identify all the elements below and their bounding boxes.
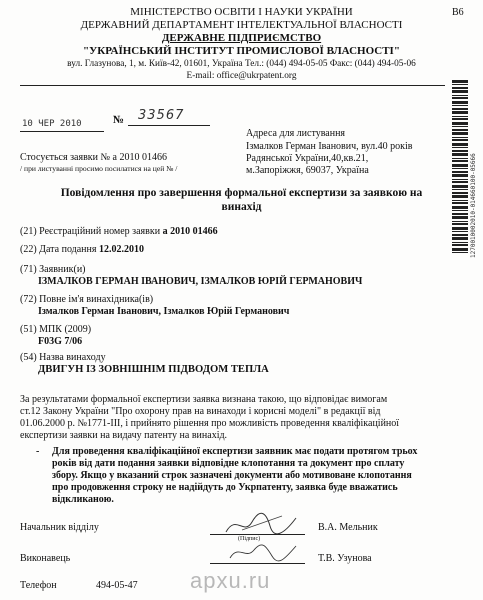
body-line-4: експертизи заявки на видачу патенту на винахід. — [20, 430, 228, 441]
mailing-line-3: м.Запоріжжя, 69037, Україна — [246, 165, 369, 176]
field-72-label: (72) Повне ім'я винахідника(ів) — [20, 294, 154, 305]
notice-line-2: років від дати подання заявки відповідне клопотання та документ про сплату — [52, 458, 405, 469]
number-prefix: № — [113, 114, 125, 126]
body-line-2: ст.12 Закону України "Про охорону прав на винаходи і корисні моделі" в редакції від — [20, 406, 381, 417]
field-22 — [20, 244, 144, 256]
institute-name: "УКРАЇНСЬКИЙ ІНСТИТУТ ПРОМИСЛОВОЇ ВЛАСНОСТІ" — [83, 45, 400, 57]
mailing-label: Адреса для листування — [246, 128, 346, 139]
field-21-label: (21) Реєстраційний номер заявки — [20, 226, 161, 237]
field-22-value: 12.02.2010 — [98, 244, 144, 255]
executor-label: Виконавець — [20, 553, 71, 564]
field-71-value: ІЗМАЛКОВ ГЕРМАН ІВАНОВИЧ, ІЗМАЛКОВ ЮРІЙ ГЕРМАНОВИЧ — [38, 276, 363, 287]
date-underline — [20, 131, 104, 132]
document-title-line-1: Повідомлення про завершення формальної експертизи за заявкою на — [60, 187, 423, 199]
body-line-3: 01.06.2000 р. №1771-III, і прийнято рішення про можливість проведення кваліфікаційної — [20, 418, 400, 429]
body-line-1: За результатами формальної експертизи заявка визнана такою, що відповідає вимогам — [20, 394, 388, 405]
ministry-name: МІНІСТЕРСТВО ОСВІТИ І НАУКИ УКРАЇНИ — [130, 6, 353, 18]
notice-line-4: про продовження строку не надійдуть до Укрпатенту, заявка буде вважатись — [52, 482, 398, 493]
contact-line: вул. Глазунова, 1, м. Київ-42, 01601, Україна Тел.: (044) 494-05-05 Факс: (044) 494-05-06 — [67, 59, 416, 69]
handwritten-number: 33567 — [138, 108, 185, 123]
field-51-label: (51) МПК (2009) — [20, 324, 92, 335]
reference-note: / при листуванні просимо посилатися на цей № / — [20, 164, 178, 173]
field-21 — [20, 226, 218, 238]
head-signature-line — [210, 534, 305, 535]
executor-name: Т.В. Узунова — [318, 553, 372, 564]
form-code: B6 — [452, 7, 464, 18]
number-underline — [128, 125, 210, 126]
signature-caption: (Підпис) — [238, 536, 261, 542]
header-divider — [20, 85, 445, 86]
barcode-text: 1270010002010-014660100-05666 — [470, 153, 477, 258]
notice-line-1: Для проведення кваліфікаційної експертизи заявник має подати протягом трьох — [52, 446, 418, 457]
phone-value: 494-05-47 — [96, 580, 138, 591]
head-name: В.А. Мельник — [318, 522, 378, 533]
date-stamp: 10 ЧЕР 2010 — [22, 119, 82, 129]
head-label: Начальник відділу — [20, 522, 99, 533]
field-51-value: F03G 7/06 — [38, 336, 83, 347]
email-line: E-mail: office@ukrpatent.org — [186, 71, 297, 81]
field-72-value: Ізмалков Герман Іванович, Ізмалков Юрій Германович — [38, 306, 290, 317]
notice-line-3: збору. Якщо у вказаний строк зазначені документи або мотивоване клопотання — [52, 470, 412, 481]
notice-line-5: відкликаною. — [52, 494, 114, 505]
mailing-line-2: Радянської України,40,кв.21, — [246, 153, 369, 164]
department-name: ДЕРЖАВНИЙ ДЕПАРТАМЕНТ ІНТЕЛЕКТУАЛЬНОЇ ВЛАСНОСТІ — [80, 19, 403, 31]
field-21-value: а 2010 01466 — [162, 226, 218, 237]
notice-bullet: - — [36, 446, 40, 457]
document-title-line-2: винахід — [221, 201, 262, 213]
watermark: apxu.ru — [190, 568, 271, 593]
executor-signature-icon — [226, 540, 302, 564]
application-reference: Стосується заявки № а 2010 01466 — [20, 152, 167, 163]
executor-signature-line — [210, 563, 305, 564]
field-71-label: (71) Заявник(и) — [20, 264, 86, 275]
mailing-line-1: Ізмалков Герман Іванович, вул.40 років — [246, 141, 413, 152]
head-signature-icon — [222, 508, 302, 540]
enterprise-type: ДЕРЖАВНЕ ПІДПРИЄМСТВО — [161, 32, 322, 44]
field-54-label: (54) Назва винаходу — [20, 352, 106, 363]
field-54-value: ДВИГУН ІЗ ЗОВНІШНІМ ПІДВОДОМ ТЕПЛА — [38, 364, 269, 375]
phone-label: Телефон — [20, 580, 57, 591]
field-22-label: (22) Дата подання — [20, 244, 97, 255]
